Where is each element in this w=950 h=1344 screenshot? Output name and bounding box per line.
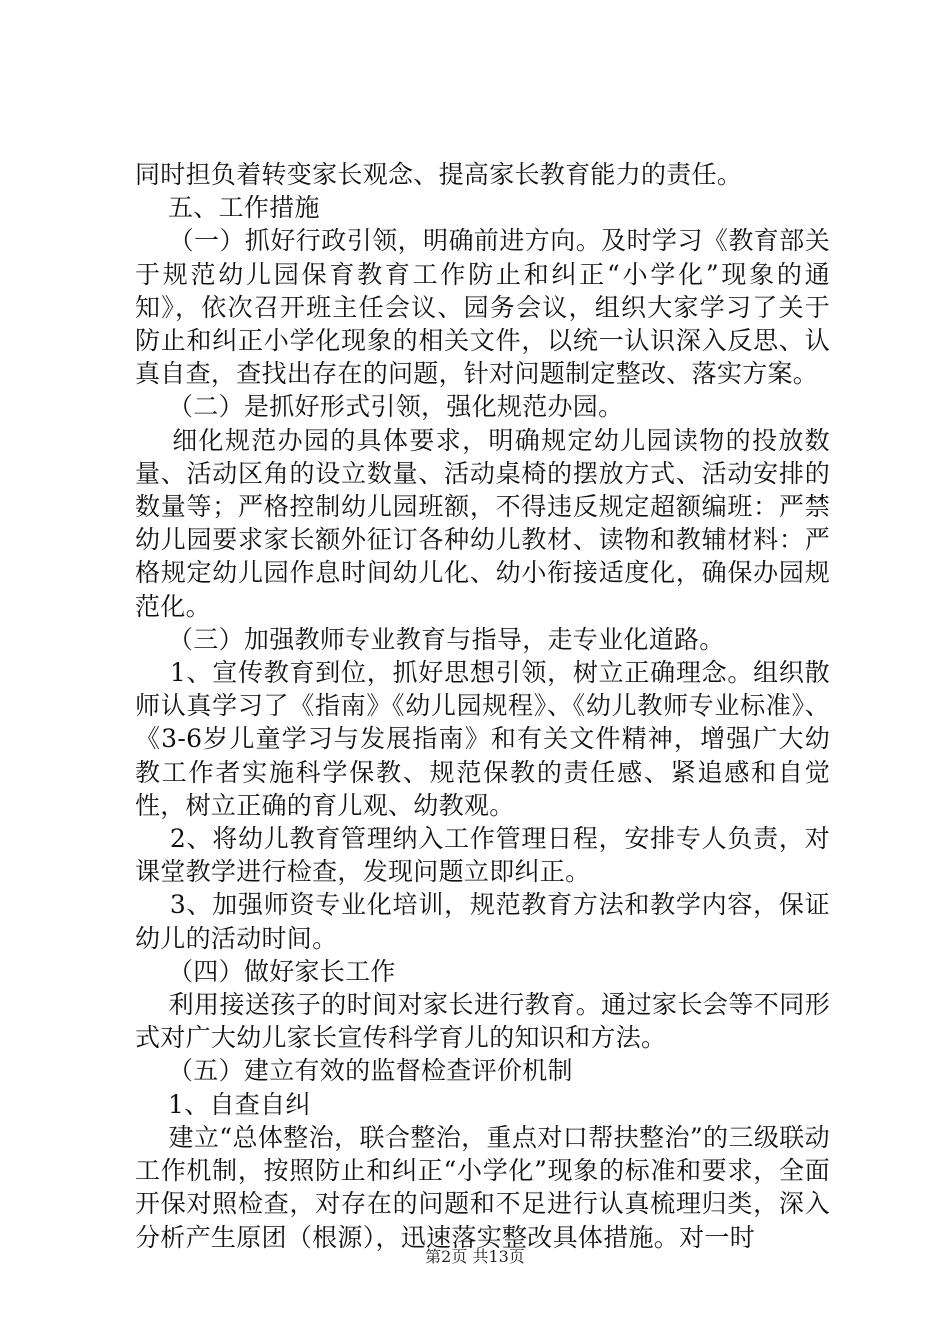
paragraph-continuation: 同时担负着转变家长观念、提高家长教育能力的责任。 <box>135 160 743 189</box>
paragraph-item-2-detail: 细化规范办园的具体要求，明确规定幼儿园读物的投放数量、活动区角的设立数量、活动桌椅的摆放方式、活动安排的数量等；严格控制幼儿园班额，不得违反规定超额编班：严禁幼儿园要求家长额外征订各种幼儿教材、读物和教辅材料：严格规定幼儿园作息时间幼儿化、幼小衔接适度化，确保办园规范化。 <box>135 425 830 621</box>
section-heading-work-measures: 五、工作措施 <box>135 193 320 223</box>
paragraph-item-4-detail: 利用接送孩子的时间对家长进行教育。通过家长会等不同形式对广大幼儿家长宣传科学育儿的知识和方法。 <box>135 990 830 1053</box>
paragraph-item-3-3: 3、加强师资专业化培训，规范教育方法和教学内容，保证幼儿的活动时间。 <box>135 890 830 953</box>
subheading-item-2: （二）是抓好形式引领，强化规范办园。 <box>135 392 624 422</box>
paragraph-item-3-2: 2、将幼儿教育管理纳入工作管理日程，安排专人负责，对课堂教学进行检查，发现问题立即纠正。 <box>135 824 830 887</box>
paragraph-item-1: （一）抓好行政引领，明确前进方向。及时学习《教育部关于规范幼儿园保育教育工作防止和纠正“小学化”现象的通知》，依次召开班主任会议、园务会议，组织大家学习了关于防止和纠正小学化现象的相关文件，以统一认识深入反思、认真自查，查找出存在的问题，针对问题制定整改、落实方案。 <box>135 226 830 389</box>
subheading-item-5: （五）建立有效的监督检查评价机制 <box>135 1056 573 1086</box>
subheading-item-5-1: 1、自查自纠 <box>135 1089 311 1119</box>
page-number-footer: 第2页 共13页 <box>425 1247 525 1266</box>
subheading-item-3: （三）加强教师专业教育与指导，走专业化道路。 <box>135 624 725 654</box>
paragraph-item-3-1: 1、宣传教育到位，抓好思想引领，树立正确理念。组织散师认真学习了《指南》《幼儿园规程》、《幼儿教师专业标准》、《3-6岁儿童学习与发展指南》和有关文件精神，增强广大幼教工作者实施科学保教、规范保教的责任感、紧追感和自觉性，树立正确的育儿观、幼教观。 <box>135 658 830 820</box>
document-body <box>135 158 830 1254</box>
paragraph-item-5-1-detail: 建立“总体整治，联合整治，重点对口帮扶整治”的三级联动工作机制，按照防止和纠正“小学化”现象的标准和要求，全面开保对照检查，对存在的问题和不足进行认真梳理归类，深入分析产生原团（根源），迅速落实整改具体措施。对一时 <box>135 1122 830 1252</box>
subheading-item-4: （四）做好家长工作 <box>135 956 396 986</box>
